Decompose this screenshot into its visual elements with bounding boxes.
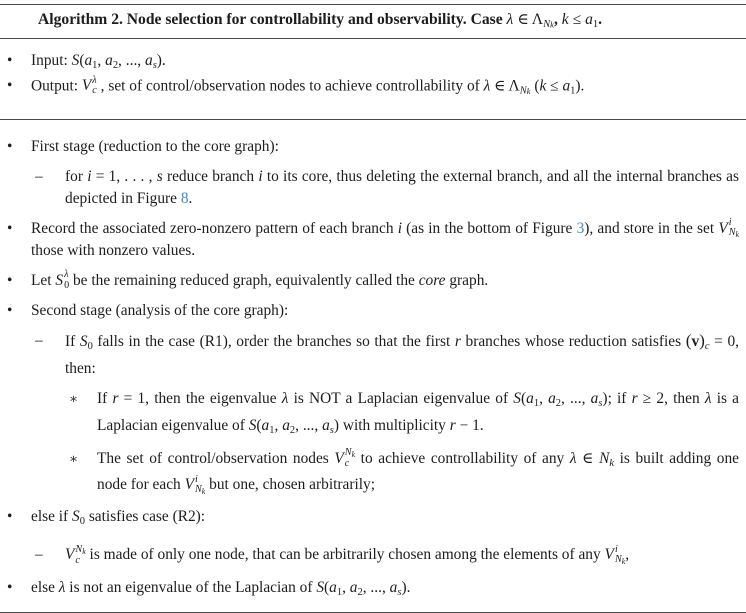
math-script-stack [614,545,625,566]
figure-ref-link[interactable]: 8 [180,189,189,207]
math-script-stack [74,545,85,566]
text-run: N [728,227,736,239]
text-run: , [97,51,106,69]
text-run: ) [699,330,705,350]
algorithm-title [0,9,746,36]
text-run: those with nonzero values. [31,241,196,259]
figure-ref-link[interactable]: 3 [576,219,585,237]
step-core-graph [0,270,746,292]
text-run: ≥ 2, then [637,389,705,407]
text-run: a [282,416,290,434]
output-line-text [31,76,746,101]
text-run: i [728,217,732,229]
text-run: i [397,219,402,237]
text-run: The set of control/observation nodes [97,449,335,467]
io-list [0,39,746,101]
math-script-stack [344,448,355,469]
text-run: c [75,554,80,566]
text-run: a [322,416,330,434]
io-rule [0,119,746,120]
text-run: a [329,579,337,597]
text-run: Input: [31,51,72,69]
text-run: a [548,389,556,407]
step-case-r2-text [31,506,746,533]
algorithm-box [0,4,746,599]
math-supsub [605,544,626,566]
text-run: 2 [112,59,119,71]
text-run: a [585,11,593,28]
asterisk-marker: ∗ [69,390,79,406]
text-run: for [65,167,88,185]
text-run: reduce branch [162,167,259,185]
step-not-eigenvalue-text [31,577,746,604]
math-supsub [718,218,739,240]
text-run: a [261,416,270,434]
text-run: V [184,476,195,494]
text-run: but one, chosen arbitrarily; [205,476,375,494]
text-run: ( [685,330,692,350]
input-line [0,51,746,76]
text-run: N [543,18,551,30]
text-run: else if [31,508,73,526]
step-build-node-set [0,448,746,497]
text-run: a [144,51,153,69]
text-run: 0 [64,279,70,291]
text-run: k [526,85,531,96]
asterisk-marker: ∗ [69,450,79,466]
text-run: k [82,546,86,556]
text-run: r [631,389,638,407]
text-run: ∈ [513,11,532,28]
text-run: λ [704,389,712,407]
math-supsub [55,270,69,292]
text-run: If [97,389,113,407]
text-run: ) [333,416,339,434]
bullet-marker: • [7,51,13,69]
step-record-pattern [0,218,746,262]
text-run: ≤ [546,76,563,94]
text-run: be the remaining reduced graph, equivalently called the [69,271,419,289]
text-run: λ [569,449,577,467]
text-run: N [614,554,622,566]
text-run: is a Laplacian eigenvalue of [97,389,739,434]
text-run: . [598,11,603,28]
text-run: is NOT a Laplacian eigenvalue of [288,389,514,407]
text-run: N [195,484,202,496]
text-run: 1 [533,397,540,409]
text-run: If [65,332,80,350]
text-run: r [112,389,119,407]
text-run: 2 [357,587,363,599]
text-run: = 1, . . . , [91,167,157,185]
math-subscript [615,555,625,566]
step-build-node-set-text [97,448,746,497]
text-run: ( [256,416,262,434]
text-run: ∈ [576,449,600,467]
text-run: , ..., [295,416,323,434]
text-run: core [418,271,446,289]
text-run: a [84,51,93,69]
text-run: N [599,449,610,467]
text-run: Λ [508,76,520,94]
text-run: 1 [592,18,599,30]
text-run: λ [483,76,491,94]
text-run: , [553,11,562,28]
text-run: a [349,579,358,597]
text-run: − 1. [455,416,484,434]
text-run: ( [324,579,330,597]
text-run: N [344,446,352,458]
text-run: else [31,579,59,597]
text-run: r [449,416,456,434]
text-run: s [598,397,603,409]
math-script-stack [728,218,739,239]
text-run: to its core, thus deleting the external branch, and all the internal branches as depicted in Figure [65,167,739,207]
step-core-graph-text [31,270,746,292]
dash-marker: – [35,167,43,185]
step-reduce-branches [0,166,746,210]
text-run: , [274,416,283,434]
text-run: ), and store in the set [584,219,719,237]
text-run: c [92,84,97,96]
text-run: S [79,332,88,350]
text-run: , [539,389,549,407]
text-run: i [195,473,198,485]
step-not-eigenvalue [0,577,746,604]
math-supsub [65,544,86,566]
step-first-stage-text [31,136,746,158]
text-run: λ [64,269,69,281]
math-subscript [195,485,205,496]
algorithm-steps [0,136,746,605]
math-base [65,544,74,566]
text-run: ≤ [568,11,586,28]
text-run: ). [401,579,411,597]
text-run: V [65,546,75,564]
text-run: Algorithm 2. Node selection for controllability and observability. Case [38,11,507,28]
text-run: S [72,508,80,526]
text-run: a [562,76,571,94]
text-run: k [351,449,356,459]
bullet-marker: • [7,579,13,597]
dash-marker: – [35,546,43,564]
step-r-multiplicity [0,388,746,442]
text-run: ; if [607,389,632,407]
step-case-r1-text [65,330,746,380]
step-reduce-branches-text [65,166,746,210]
text-run: 2 [289,424,296,436]
math-base [605,544,614,566]
text-run: i [258,167,263,185]
text-run: S [248,416,257,434]
math-base [55,270,63,292]
text-run: V [604,546,614,564]
text-run: S [316,579,325,597]
text-run: s [329,424,334,436]
text-run: , set of control/observation nodes to achieve controllability of [96,76,484,94]
step-second-stage [0,300,746,322]
math-base [185,474,194,496]
text-run: to achieve controllability of any [355,449,570,467]
bullet-marker: • [7,271,13,289]
text-run: k [735,230,740,240]
bullet-marker: • [7,76,13,94]
output-line [0,76,746,101]
dash-marker: – [35,331,43,349]
text-run: S [513,389,521,407]
step-second-stage-text [31,300,746,322]
text-run: , ..., [118,51,145,69]
text-run: satisfies case (R2): [84,508,206,526]
math-script-stack [194,475,205,496]
step-first-stage [0,136,746,158]
text-run: V [81,76,92,94]
text-run: = 0, then: [65,332,739,377]
math-supsub [334,448,355,470]
text-run: S [71,51,80,69]
text-run: λ [58,579,66,597]
text-run: falls in the case (R1), order the branches so that the first [92,332,455,350]
text-run: branches whose reduction satisfies [460,332,686,350]
text-run: 1 [570,84,576,96]
text-run: , ..., [561,389,591,407]
text-run: k [621,557,626,567]
bullet-marker: • [7,301,13,319]
text-run: λ [92,74,97,86]
text-run: N [519,84,527,96]
bullet-marker: • [7,219,13,237]
text-run: 1 [336,587,343,599]
step-single-node [0,544,746,566]
text-run: Record the associated zero-nonzero pattern of each branch [31,219,398,237]
math-subscript [345,459,355,469]
top-rule [0,4,746,5]
text-run: , [342,579,350,597]
text-run: Let [31,271,56,289]
text-run: , [625,546,630,564]
text-run: c [704,340,710,352]
text-run: ). [156,51,166,69]
text-run: s [397,587,402,599]
text-run: i [87,167,92,185]
math-base [82,76,91,96]
text-run: 2 [555,397,562,409]
text-run: 1 [92,59,98,71]
text-run: V [718,219,728,237]
step-r-multiplicity-text [97,388,746,442]
text-run: ). [575,76,585,94]
text-run: s [152,59,157,71]
text-run: ( [530,76,540,94]
math-subscript [75,556,85,566]
math-base [718,218,727,240]
text-run: λ [506,11,514,28]
text-run: k [550,19,554,30]
text-run: graph. [445,271,489,289]
math-supsub [185,474,206,496]
text-run: , ..., [362,579,390,597]
text-run: . [188,189,193,207]
step-case-r2 [0,506,746,533]
text-run: Second stage (analysis of the core graph): [31,301,289,319]
text-run: a [590,389,599,407]
text-run: is made of only one node, that can be arbitrarily chosen among the elements of any [85,546,605,564]
text-run: is not an eigenvalue of the Laplacian of [65,579,317,597]
input-line-text [31,51,746,76]
math-subscript [729,228,739,239]
text-run: s [156,167,163,185]
text-run: (as in the bottom of Figure [401,219,577,237]
text-run: v [691,332,700,350]
text-run: a [105,51,113,69]
text-run: k [201,487,206,497]
text-run: a [526,389,534,407]
text-run: r [454,332,461,350]
text-run: First stage (reduction to the core graph): [31,137,279,155]
bullet-marker: • [7,508,13,526]
text-run: = 1, then the eigenvalue [118,389,282,407]
text-run: with multiplicity [338,416,450,434]
text-run: k [561,11,569,28]
bullet-marker: • [7,137,13,155]
text-run: 0 [87,340,93,352]
math-supsub [82,76,97,97]
text-run: a [389,579,398,597]
step-single-node-text [65,544,746,566]
text-run: 0 [79,516,85,528]
text-run: i [614,543,618,555]
text-run: λ [281,389,289,407]
step-case-r1 [0,330,746,380]
text-run: Λ [531,11,544,28]
text-run: ( [520,389,527,407]
step-record-pattern-text [31,218,746,262]
text-run: S [55,271,64,289]
text-run: 1 [269,424,275,436]
text-run: N [75,543,83,555]
text-run: k [539,76,547,94]
text-run: ) [602,389,608,407]
text-run: Output: [31,76,82,94]
text-run: k [609,457,615,469]
text-run: V [334,449,344,467]
math-base [334,448,343,470]
text-run: ( [79,51,85,69]
text-run: ∈ [490,76,509,94]
text-run: c [344,457,350,469]
text-run: is built adding one node for each [97,449,739,494]
